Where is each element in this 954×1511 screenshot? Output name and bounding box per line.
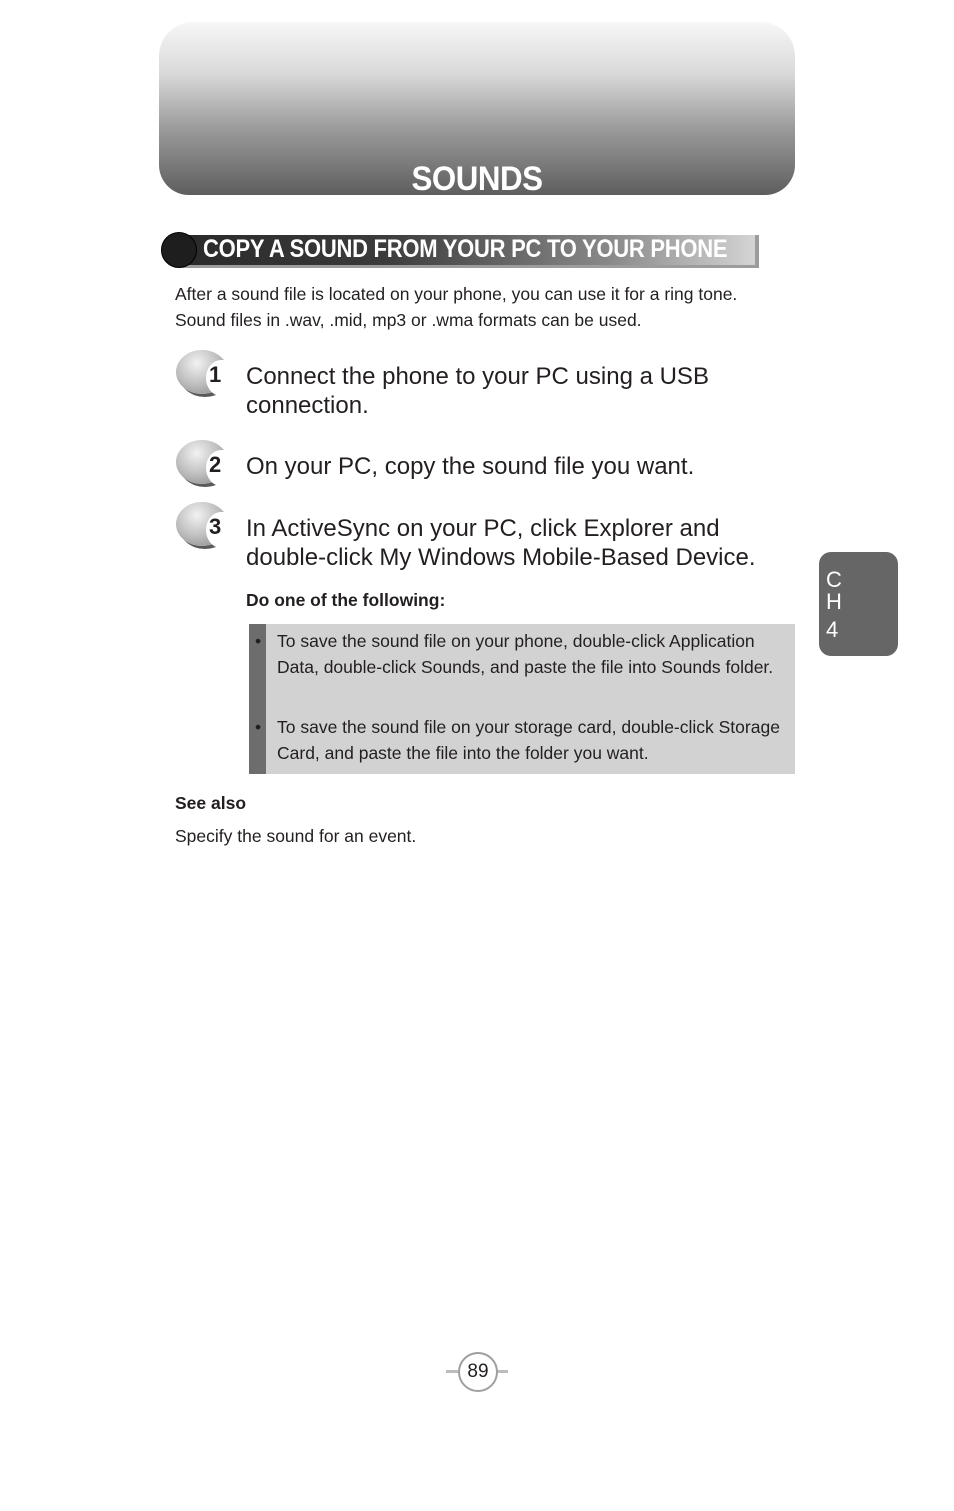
section-heading xyxy=(161,231,761,269)
bullet-icon: • xyxy=(255,631,262,651)
step-number: 2 xyxy=(209,452,222,477)
see-also-heading: See also xyxy=(175,793,247,813)
step-number-icon xyxy=(176,502,232,548)
step-text: Connect the phone to your PC using a USB connection. xyxy=(246,363,709,419)
step-number: 1 xyxy=(209,362,222,387)
step-text: On your PC, copy the sound file you want. xyxy=(246,453,695,480)
option-text: To save the sound file on your storage card, double-click Storage Card, and paste the file into the folder you want. xyxy=(277,717,780,763)
chapter-tab-h: H xyxy=(826,589,842,614)
step-number-icon xyxy=(176,440,232,486)
option-item xyxy=(255,715,782,766)
chapter-tab xyxy=(819,552,898,656)
bullet-icon: • xyxy=(255,717,262,737)
option-text: To save the sound file on your phone, double-click Application Data, double-click Sounds, and paste the file into Sounds folder. xyxy=(277,631,774,677)
intro-paragraph: After a sound file is located on your phone, you can use it for a ring tone. Sound files in .wav, .mid, mp3 or .wma formats can be used. xyxy=(175,284,738,330)
page-title: SOUNDS xyxy=(411,160,543,198)
step-number-icon xyxy=(176,350,232,396)
section-bullet-icon xyxy=(161,232,197,268)
chapter-tab-number: 4 xyxy=(826,617,839,642)
step-number: 3 xyxy=(209,514,222,539)
chapter-tab-c: C xyxy=(826,567,842,592)
options-heading: Do one of the following: xyxy=(246,590,446,610)
options-box xyxy=(249,624,795,774)
chapter-header xyxy=(159,22,795,198)
section-title: COPY A SOUND FROM YOUR PC TO YOUR PHONE xyxy=(203,235,728,263)
option-item xyxy=(255,629,782,680)
see-also-link[interactable]: Specify the sound for an event. xyxy=(175,826,417,846)
step-text: In ActiveSync on your PC, click Explorer and double-click My Windows Mobile-Based Device. xyxy=(246,515,756,571)
page-number: 89 xyxy=(458,1352,498,1392)
page-number-badge xyxy=(446,1352,508,1392)
